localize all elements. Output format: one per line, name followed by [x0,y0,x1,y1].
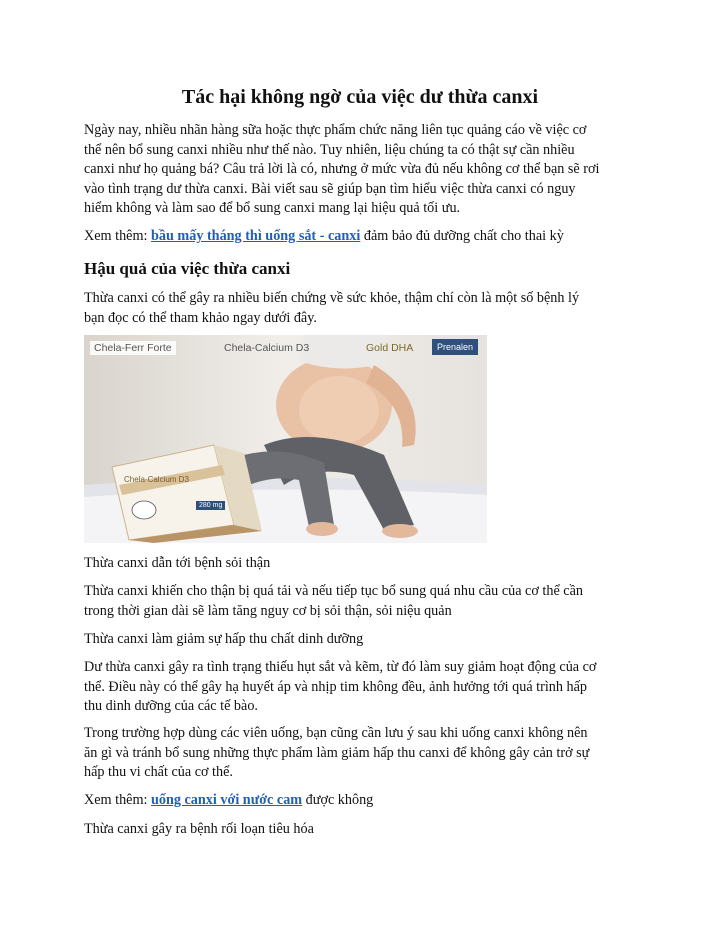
section-intro-line-2: bạn đọc có thể tham khảo ngay dưới đây. [84,309,317,326]
item-3-title: Thừa canxi gây ra bệnh rối loạn tiêu hóa [84,821,314,837]
brand-chela-calcium: Chela-Calcium D3 [224,342,310,354]
see-also-suffix: được không [302,792,374,808]
intro-line-1: Ngày nay, nhiều nhãn hàng sữa hoặc thực phẩm chức năng liên tục quảng cáo về việc cơ [84,122,587,138]
see-also-link-iron-calcium[interactable]: bầu mấy tháng thì uống sắt - canxi [150,228,361,244]
see-also-paragraph-2 [84,791,636,810]
product-box-label: Chela-Calcium D3 [124,475,189,484]
intro-line-2: thể nên bổ sung canxi nhiều như thế nào. Tuy nhiên, liệu chúng ta có thật sự cần nhiều [84,141,575,158]
item-2-title: Thừa canxi làm giảm sự hấp thu chất dinh dưỡng [84,631,364,647]
see-also-prefix: Xem thêm: [84,792,151,808]
photo-illustration [84,335,487,543]
item-1-body-line-1: Thừa canxi khiến cho thận bị quá tải và nếu tiếp tục bổ sung quá nhu cầu của cơ thể cần [84,583,583,599]
brand-prenalen: Prenalen [432,339,478,355]
see-also-link-calcium-orange-juice[interactable]: uống canxi với nước cam [150,792,303,808]
see-also-paragraph-1 [84,227,636,246]
section-heading: Hậu quả của việc thừa canxi [84,259,291,278]
intro-line-4: vào tình trạng dư thừa canxi. Bài viết sau sẽ giúp bạn tìm hiểu việc thừa canxi có nguy [84,180,576,197]
intro-line-5: hiểm không và làm sao để bổ sung canxi mang lại hiệu quả tối ưu. [84,200,461,216]
item-1-title: Thừa canxi dẫn tới bệnh sỏi thận [84,555,271,571]
item-2-body-line-1: Dư thừa canxi gây ra tình trạng thiếu hụt sắt và kẽm, từ đó làm suy giảm hoạt động của cơ [84,659,597,675]
item-2-note-line-2: ăn gì và tránh bổ sung những thực phẩm làm giảm hấp thu canxi để không gây cản trở sự [84,744,590,761]
brand-gold-dha: Gold DHA [366,342,414,354]
item-2-body-line-3: thu dinh dưỡng của các tế bào. [84,698,258,714]
item-2-note-line-3: hấp thu vi chất của cơ thể. [84,764,233,780]
see-also-suffix: đảm bảo đủ dưỡng chất cho thai kỳ [360,228,564,244]
intro-line-3: canxi như họ quảng bá? Câu trả lời là có, nhưng ở mức vừa đủ nếu không cơ thể bạn sẽ rơi [84,161,600,177]
page-title: Tác hại không ngờ của việc dư thừa canxi [181,86,539,108]
brand-chela-ferr: Chela-Ferr Forte [90,341,176,355]
see-also-prefix: Xem thêm: [84,228,151,244]
item-1-body-line-2: trong thời gian dài sẽ làm tăng nguy cơ bị sỏi thận, sỏi niệu quản [84,602,452,619]
item-2-note-line-1: Trong trường hợp dùng các viên uống, bạn cũng cần lưu ý sau khi uống canxi không nên [84,725,588,741]
item-2-body-line-2: thể. Điều này có thể gây hạ huyết áp và nhịp tim không đều, ảnh hưởng tới quá trình hấp [84,678,587,695]
section-intro-line-1: Thừa canxi có thể gây ra nhiều biến chứng về sức khỏe, thậm chí còn là một số bệnh lý [84,290,580,306]
product-box-badge: 280 mg [196,501,225,510]
pregnant-woman-supplement-photo [84,335,487,543]
